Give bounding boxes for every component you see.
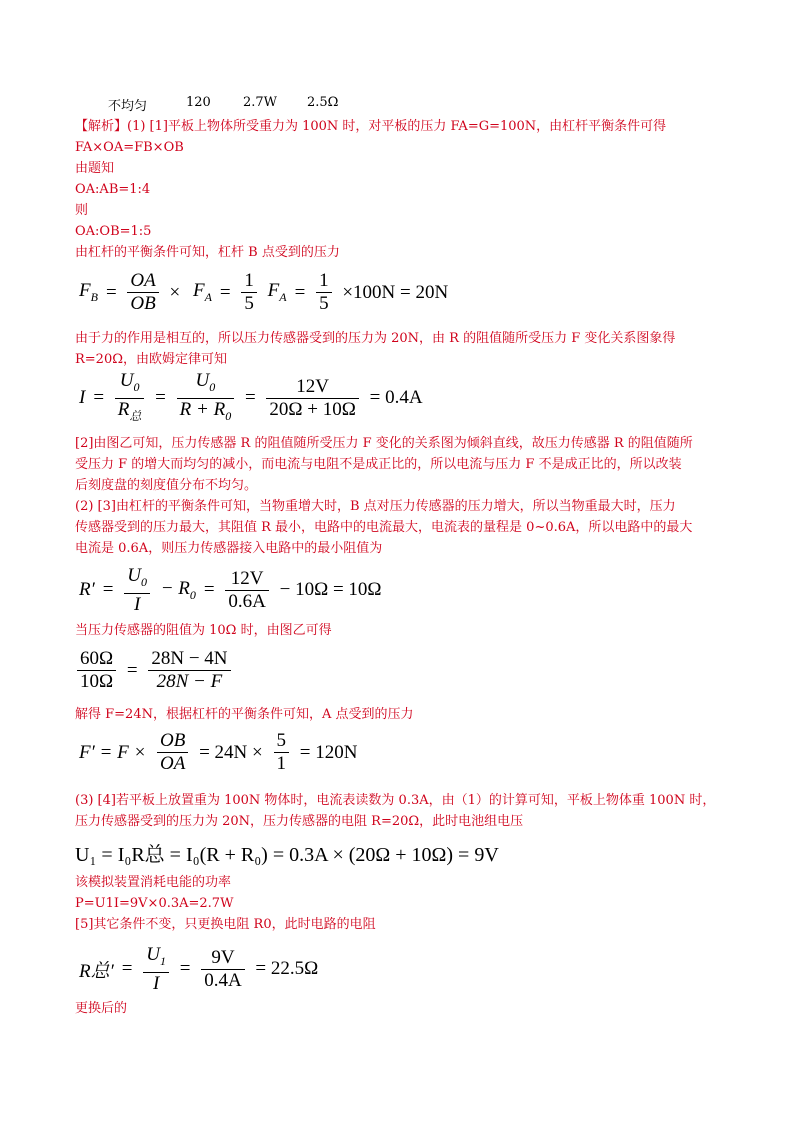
equation-ratio: $\frac{60\Omega}{10\Omega}$ = $\frac{28N - 4N}{28N - F}$ [75, 648, 233, 693]
text-line: 由题知 [75, 161, 115, 176]
equation-fa: F′ = F × $\frac{OB}{OA}$ = 24N × $\frac{5}{1}$ = 120N [79, 730, 358, 774]
text-line: [2]由图乙可知，压力传感器 R 的阻值随所受压力 F 变化的关系图为倾斜直线，故压力传感器 R 的阻值随所 [75, 436, 693, 451]
text-line: (3) [4]若平板上放置重为 100N 物体时，电流表读数为 0.3A，由（1）的计算可知，平板上物体重 100N 时， [75, 793, 716, 808]
answer-2: 120 [186, 95, 211, 110]
equation-fb: $F_B$ = $\frac{OA}{OB}$ × $F_A$ = $\frac{1}{5}$ $F_A$ = $\frac{1}{5}$ ×100N = 20N [79, 270, 449, 314]
text-line: 则 [75, 203, 89, 218]
answer-4: 2.5Ω [307, 95, 339, 110]
answer-1: 不均匀 [108, 99, 148, 114]
equation-total-resistance: R总′ = $\frac{U_1}{I}$ = $\frac{9V}{0.4A}$ = 22.5Ω [79, 944, 319, 994]
equation-current: I = $\frac{U_0}{R_总}$ = $\frac{U_0}{R + R_0}$ = $\frac{12V}{20\Omega + 10\Omega}$ = 0.4A [79, 370, 423, 423]
text-line: P=U1I=9V×0.3A=2.7W [75, 896, 234, 911]
text-line: 由于力的作用是相互的，所以压力传感器受到的压力为 20N，由 R 的阻值随所受压力 F 变化关系图象得 [75, 331, 676, 346]
equation-voltage: U₁ = I₀R总 = I₀(R + R₀) = 0.3A × (20Ω + 10Ω) = 9V [75, 844, 499, 866]
text-line: OA:OB=1:5 [75, 224, 152, 239]
text-line: R=20Ω，由欧姆定律可知 [75, 352, 228, 367]
text-line: OA:AB=1:4 [75, 182, 151, 197]
text-line: FA×OA=FB×OB [75, 140, 184, 155]
text-line: 解得 F=24N，根据杠杆的平衡条件可知，A 点受到的压力 [75, 707, 414, 722]
text-line: 该模拟装置消耗电能的功率 [75, 875, 232, 890]
text-line: 当压力传感器的阻值为 10Ω 时，由图乙可得 [75, 623, 332, 638]
text-line: 【解析】(1) [1]平板上物体所受重力为 100N 时，对平板的压力 FA=G=100N，由杠杆平衡条件可得 [75, 119, 667, 134]
equation-min-resistance: R′ = $\frac{U_0}{I}$ − $R_0$ = $\frac{12V}{0.6A}$ − 10Ω = 10Ω [79, 565, 382, 615]
text-line: 后刻度盘的刻度值分布不均匀。 [75, 478, 258, 493]
text-line: 电流是 0.6A，则压力传感器接入电路中的最小阻值为 [75, 541, 383, 556]
text-line: 传感器受到的压力最大，其阻值 R 最小，电路中的电流最大，电流表的量程是 0~0.6A，所以电路中的最大 [75, 520, 693, 535]
text-line: 更换后的 [75, 1001, 128, 1016]
text-line: 受压力 F 的增大而均匀的减小，而电流与电阻不是成正比的，所以电流与压力 F 不是成正比的，所以改装 [75, 457, 682, 472]
text-line: (2) [3]由杠杆的平衡条件可知，当物重增大时，B 点对压力传感器的压力增大，所以当物重最大时，压力 [75, 499, 676, 514]
text-line: [5]其它条件不变，只更换电阻 R0，此时电路的电阻 [75, 917, 376, 932]
text-line: 压力传感器受到的压力为 20N，压力传感器的电阻 R=20Ω，此时电池组电压 [75, 814, 524, 829]
answer-3: 2.7W [243, 95, 278, 110]
text-line: 由杠杆的平衡条件可知，杠杆 B 点受到的压力 [75, 245, 340, 260]
